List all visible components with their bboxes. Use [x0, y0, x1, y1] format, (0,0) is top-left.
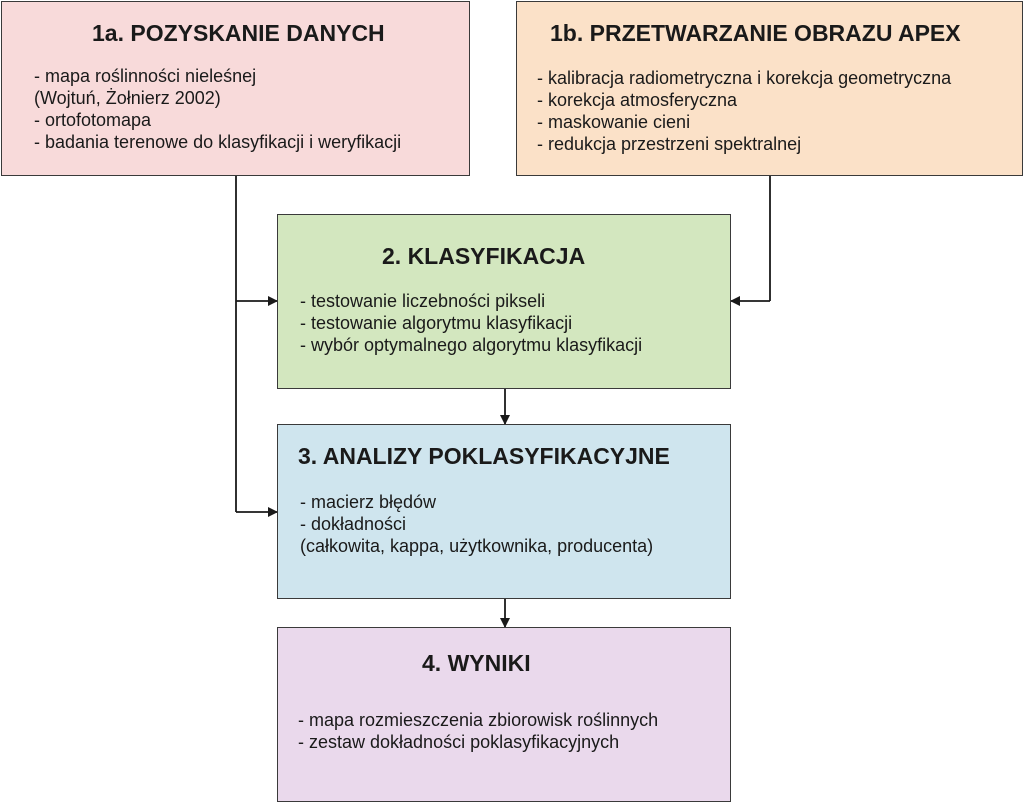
list-item: - ortofotomapa	[34, 110, 152, 130]
list-item: - wybór optymalnego algorytmu klasyfikacji	[300, 335, 643, 355]
list-item: - macierz błędów	[300, 492, 437, 512]
list-item: - maskowanie cieni	[537, 112, 691, 132]
box-apex-processing-items	[537, 67, 951, 155]
list-item: - korekcja atmosferyczna	[537, 90, 738, 110]
list-item: - zestaw dokładności poklasyfikacyjnych	[298, 732, 620, 752]
list-item: - redukcja przestrzeni spektralnej	[537, 134, 802, 154]
box-apex-processing	[516, 1, 1023, 176]
box-classification	[277, 214, 731, 389]
list-item: - testowanie algorytmu klasyfikacji	[300, 313, 573, 333]
list-item: - testowanie liczebności pikseli	[300, 291, 546, 311]
list-item: (całkowita, kappa, użytkownika, producenta)	[300, 536, 654, 556]
list-item: - badania terenowe do klasyfikacji i weryfikacji	[34, 132, 402, 152]
list-item: - mapa rozmieszczenia zbiorowisk roślinnych	[298, 710, 659, 730]
box-classification-items	[300, 290, 642, 356]
box-post-classification-analysis	[277, 424, 731, 599]
list-item: - mapa roślinności nieleśnej	[34, 66, 257, 86]
box-data-acquisition-title: 1a. POZYSKANIE DANYCH	[92, 20, 385, 46]
list-item: - kalibracja radiometryczna i korekcja geometryczna	[537, 68, 952, 88]
list-item: (Wojtuń, Żołnierz 2002)	[34, 88, 221, 108]
box-data-acquisition-items	[34, 65, 401, 153]
list-item: - dokładności	[300, 514, 407, 534]
box-results	[277, 627, 731, 802]
box-apex-processing-title: 1b. PRZETWARZANIE OBRAZU APEX	[550, 20, 961, 46]
box-results-title: 4. WYNIKI	[422, 650, 531, 676]
box-post-classification-analysis-items	[300, 491, 653, 557]
box-results-items	[298, 709, 658, 753]
box-post-classification-analysis-title: 3. ANALIZY POKLASYFIKACYJNE	[298, 443, 670, 469]
box-classification-title: 2. KLASYFIKACJA	[382, 243, 586, 269]
box-data-acquisition	[1, 1, 470, 176]
